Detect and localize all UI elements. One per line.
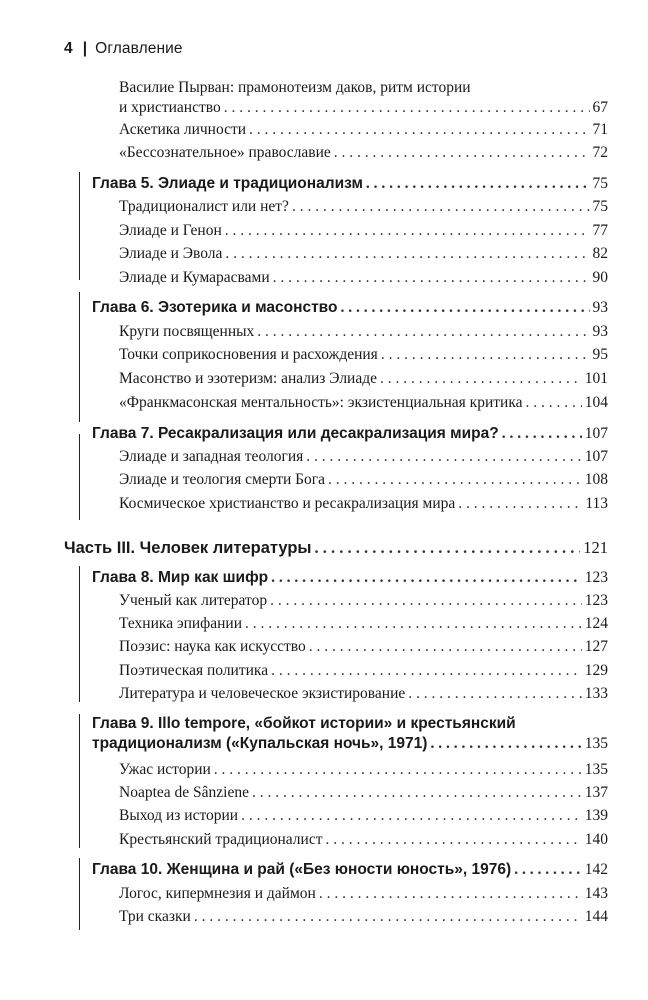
toc-entry[interactable]	[119, 78, 608, 118]
toc-page: 104	[584, 394, 608, 411]
toc-entry[interactable]	[119, 143, 608, 163]
toc-title: Noaptea de Sânziene	[119, 784, 249, 801]
leader-dots	[325, 830, 581, 850]
leader-dots	[271, 661, 582, 681]
leader-dots	[380, 369, 582, 389]
toc-title: Литература и человеческое экзистирование	[119, 685, 406, 702]
toc-page: 127	[584, 638, 608, 655]
toc-page: 113	[585, 495, 608, 512]
leader-dots	[502, 424, 582, 444]
toc-page: 72	[592, 144, 608, 161]
toc-title: Техника эпифании	[119, 615, 242, 632]
leader-dots	[328, 470, 582, 490]
leader-dots	[257, 322, 589, 342]
toc-page: 71	[592, 121, 608, 138]
toc-entry[interactable]	[119, 393, 608, 413]
group-rule	[79, 714, 80, 848]
toc-page: 107	[584, 425, 608, 442]
header-title: Оглавление	[95, 40, 183, 57]
toc-title: Космическое христианство и ресакрализация мира	[119, 495, 456, 512]
group-rule	[79, 858, 80, 930]
toc-entry[interactable]	[119, 637, 608, 657]
toc-title: Часть III. Человек литературы	[64, 539, 312, 557]
toc-page: 123	[584, 592, 608, 609]
toc-title: и христианство	[119, 99, 221, 116]
toc-title: «Бессознательное» православие	[119, 144, 331, 161]
toc-page: 139	[584, 807, 608, 824]
leader-dots	[214, 760, 582, 780]
toc-chapter[interactable]	[92, 714, 608, 754]
toc-entry[interactable]	[119, 244, 608, 264]
toc-entry[interactable]	[119, 268, 608, 288]
toc-page: 129	[584, 662, 608, 679]
page-number: 4	[64, 40, 73, 57]
toc-page: 93	[592, 323, 608, 340]
toc-entry[interactable]	[119, 197, 608, 217]
toc-title: Глава 7. Ресакрализация или десакрализация мира?	[92, 425, 499, 442]
toc-entry[interactable]	[119, 614, 608, 634]
leader-dots	[458, 494, 582, 514]
toc-title-line1: Глава 9. Illo tempore, «бойкот истории» и крестьянский	[92, 715, 516, 732]
toc-entry[interactable]	[119, 783, 608, 803]
leader-dots	[306, 447, 581, 467]
toc-page: 108	[584, 471, 608, 488]
leader-dots	[225, 221, 590, 241]
leader-dots	[270, 591, 582, 611]
toc-page: 144	[584, 908, 608, 925]
toc-title: традиционализм («Купальская ночь», 1971)	[92, 735, 428, 752]
toc-entry[interactable]	[119, 760, 608, 780]
toc-title: Поэзис: наука как искусство	[119, 638, 306, 655]
leader-dots	[408, 684, 581, 704]
toc-entry[interactable]	[119, 684, 608, 704]
leader-dots	[241, 806, 582, 826]
toc-entry[interactable]	[119, 806, 608, 826]
leader-dots	[340, 298, 589, 318]
leader-dots	[271, 568, 582, 588]
toc-title: Элиаде и Кумарасвами	[119, 269, 270, 286]
toc-entry[interactable]	[119, 494, 608, 514]
toc-entry[interactable]	[119, 884, 608, 904]
toc-title: Выход из истории	[119, 807, 239, 824]
toc-chapter[interactable]	[92, 568, 608, 588]
header-separator: |	[82, 40, 88, 57]
toc-title: Три сказки	[119, 908, 191, 925]
leader-dots	[225, 244, 589, 264]
toc-entry[interactable]	[119, 661, 608, 681]
toc-title: Ученый как литератор	[119, 592, 268, 609]
toc-title: Глава 5. Элиаде и традиционализм	[92, 175, 363, 192]
toc-page: 75	[592, 175, 608, 192]
leader-dots	[430, 734, 581, 754]
toc-entry[interactable]	[119, 470, 608, 490]
toc-entry[interactable]	[119, 221, 608, 241]
toc-page: 95	[592, 346, 608, 363]
toc-title: «Франкмасонская ментальность»: экзистенциальная критика	[119, 394, 523, 411]
toc-title: Ужас истории	[119, 761, 211, 778]
toc-title: Логос, кипермнезия и даймон	[119, 885, 316, 902]
toc-page: 82	[592, 245, 608, 262]
leader-dots	[245, 614, 582, 634]
leader-dots	[194, 907, 582, 927]
toc-page: 107	[584, 448, 608, 465]
toc-entry[interactable]	[119, 369, 608, 389]
group-rule	[79, 292, 80, 422]
group-rule	[79, 434, 80, 520]
toc-entry[interactable]	[119, 120, 608, 140]
toc-title: Точки соприкосновения и расхождения	[119, 346, 378, 363]
toc-title: Поэтическая политика	[119, 662, 269, 679]
leader-dots	[514, 860, 582, 880]
toc-chapter[interactable]	[92, 860, 608, 880]
toc-entry[interactable]	[119, 447, 608, 467]
toc-entry[interactable]	[119, 830, 608, 850]
leader-dots	[526, 393, 582, 413]
toc-title: Глава 6. Эзотерика и масонство	[92, 299, 338, 316]
toc-page: 124	[584, 615, 608, 632]
toc-page: 135	[584, 735, 608, 752]
toc-page: 140	[584, 831, 608, 848]
toc-title: Масонство и эзотеризм: анализ Элиаде	[119, 370, 377, 387]
toc-chapter[interactable]	[92, 424, 608, 444]
leader-dots	[309, 637, 582, 657]
toc-title: Традиционалист или нет?	[119, 198, 289, 215]
toc-page: 75	[592, 198, 608, 215]
toc-title: Круги посвященных	[119, 323, 255, 340]
group-rule	[79, 566, 80, 702]
toc-page: 67	[592, 99, 608, 116]
toc-page: 121	[583, 538, 608, 557]
leader-dots	[315, 538, 581, 558]
toc-title: Элиаде и Эвола	[119, 245, 223, 262]
toc-page: 137	[584, 784, 608, 801]
toc-title: Элиаде и западная теология	[119, 448, 304, 465]
leader-dots	[319, 884, 582, 904]
leader-dots	[334, 143, 590, 163]
leader-dots	[292, 197, 590, 217]
toc-part[interactable]	[64, 538, 608, 558]
toc-page: 90	[592, 269, 608, 286]
toc-entry[interactable]	[119, 907, 608, 927]
leader-dots	[273, 268, 590, 288]
leader-dots	[252, 783, 582, 803]
toc-page: 77	[592, 222, 608, 239]
toc-title: Глава 8. Мир как шифр	[92, 569, 269, 586]
toc-title: Аскетика личности	[119, 121, 247, 138]
toc-page: 101	[584, 370, 608, 387]
toc-title-line1: Василие Пырван: прамонотеизм даков, ритм истории	[119, 79, 471, 96]
toc-entry[interactable]	[119, 345, 608, 365]
toc-chapter[interactable]	[92, 174, 608, 194]
toc-title: Крестьянский традиционалист	[119, 831, 323, 848]
leader-dots	[224, 98, 590, 118]
leader-dots	[366, 174, 590, 194]
toc-page: 123	[584, 569, 608, 586]
toc-page: 135	[584, 761, 608, 778]
toc-title: Элиаде и теология смерти Бога	[119, 471, 326, 488]
toc-page: 142	[584, 861, 608, 878]
toc-title: Элиаде и Генон	[119, 222, 222, 239]
group-rule	[79, 172, 80, 280]
toc-chapter[interactable]	[92, 298, 608, 318]
toc-entry[interactable]	[119, 322, 608, 342]
toc-page: 143	[584, 885, 608, 902]
toc-title: Глава 10. Женщина и рай («Без юности юность», 1976)	[92, 861, 512, 878]
toc-page: 93	[592, 299, 608, 316]
toc-page: 133	[584, 685, 608, 702]
leader-dots	[249, 120, 589, 140]
toc-entry[interactable]	[119, 591, 608, 611]
leader-dots	[381, 345, 590, 365]
